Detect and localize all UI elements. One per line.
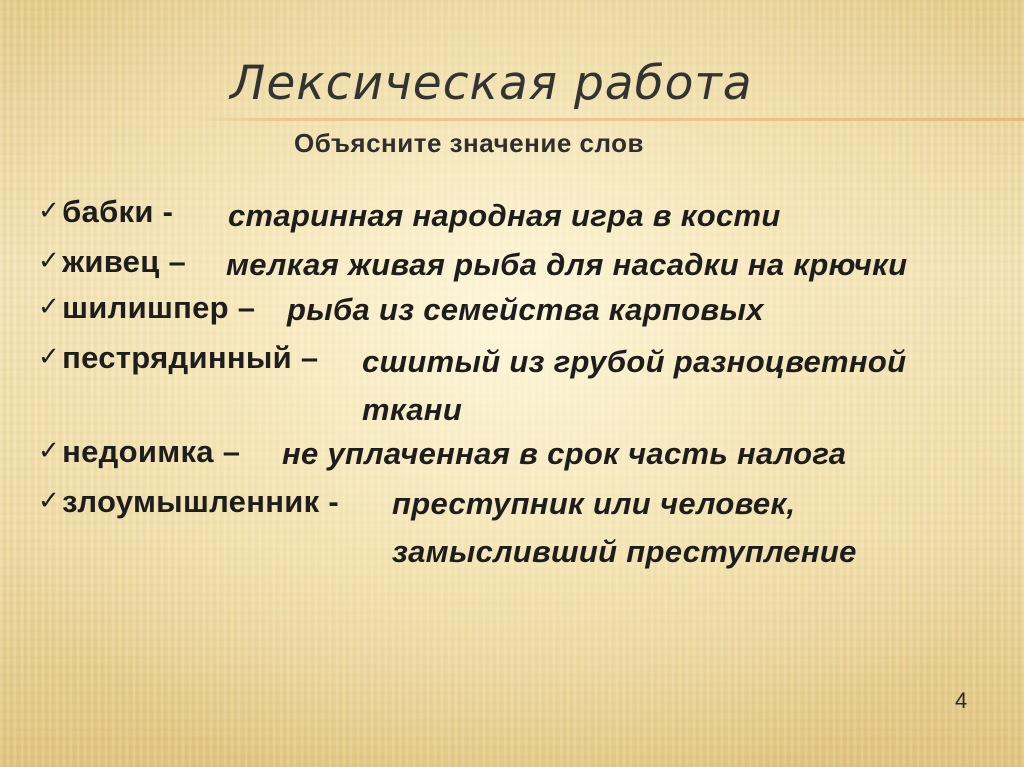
vocab-term: живец – bbox=[62, 244, 187, 279]
vocab-item-pestryadinny bbox=[38, 338, 318, 379]
vocab-definition: преступник или человек, bbox=[392, 486, 796, 521]
slide-subtitle: Объясните значение слов bbox=[294, 128, 644, 158]
vocab-item-zhivets bbox=[38, 242, 186, 283]
vocab-definition-continued: замысливший преступление bbox=[392, 534, 857, 569]
checkmark-icon: ✓ bbox=[38, 291, 61, 321]
vocab-item-zloumyshlennik bbox=[38, 482, 339, 523]
checkmark-icon: ✓ bbox=[38, 485, 61, 515]
vocab-definition-continued: ткани bbox=[362, 392, 463, 427]
vocab-definition: рыба из семейства карповых bbox=[287, 292, 764, 327]
vocab-term: бабки - bbox=[62, 194, 174, 229]
vocab-item-nedoimka bbox=[38, 432, 240, 473]
checkmark-icon: ✓ bbox=[38, 195, 61, 225]
vocab-term: злоумышленник - bbox=[62, 484, 339, 519]
vocab-item-shilishper bbox=[38, 288, 255, 329]
vocab-item-babki bbox=[38, 192, 173, 233]
slide-title: Лексическая работа bbox=[230, 56, 753, 111]
vocab-definition: не уплаченная в срок часть налога bbox=[282, 436, 847, 471]
title-divider bbox=[190, 118, 1024, 121]
vocab-term: пестрядинный – bbox=[62, 340, 319, 375]
checkmark-icon: ✓ bbox=[38, 245, 61, 275]
vocab-term: шилишпер – bbox=[62, 290, 256, 325]
vocab-term: недоимка – bbox=[62, 434, 241, 469]
page-number: 4 bbox=[955, 688, 968, 713]
vocab-definition: мелкая живая рыба для насадки на крючки bbox=[226, 247, 908, 282]
checkmark-icon: ✓ bbox=[38, 435, 61, 465]
checkmark-icon: ✓ bbox=[38, 341, 61, 371]
vocab-definition: старинная народная игра в кости bbox=[228, 198, 781, 233]
vocab-definition: сшитый из грубой разноцветной bbox=[362, 344, 907, 379]
